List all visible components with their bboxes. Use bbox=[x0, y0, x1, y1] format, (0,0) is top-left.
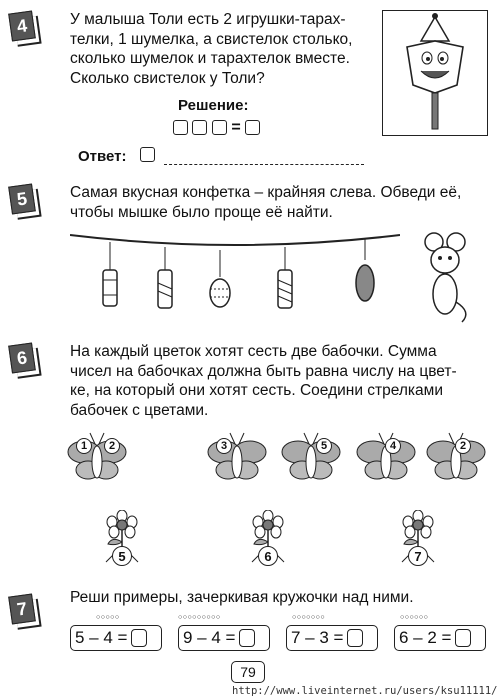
candy-2[interactable] bbox=[158, 247, 172, 308]
butterfly[interactable] bbox=[355, 430, 417, 490]
example-answer-box[interactable] bbox=[131, 629, 147, 647]
butterfly-number: 5 bbox=[316, 438, 332, 454]
solution-equation bbox=[173, 119, 260, 137]
math-example bbox=[70, 625, 162, 651]
flower[interactable] bbox=[396, 510, 440, 572]
butterfly-icon bbox=[425, 430, 487, 490]
example-answer-box[interactable] bbox=[239, 629, 255, 647]
rattle-toy-icon bbox=[383, 11, 487, 135]
footer-url[interactable]: http://www.liveinternet.ru/users/ksu11111/ bbox=[232, 685, 498, 697]
candy-5[interactable] bbox=[356, 239, 374, 301]
flower[interactable] bbox=[100, 510, 144, 572]
candy-3[interactable] bbox=[210, 250, 230, 307]
equals-sign: = bbox=[231, 119, 241, 136]
butterfly-number: 2 bbox=[455, 438, 471, 454]
task-number-badge-6: 6 bbox=[8, 342, 36, 373]
count-circles[interactable]: ○○○○○ bbox=[96, 614, 120, 621]
task-6-text: На каждый цветок хотят сесть две бабочки. Сумма чисел на бабочках должна быть равна числу на цвет- ке, на который они хотят сесть. Соедини стрелками бабочек с цветами. bbox=[70, 343, 457, 419]
example-expression: 9 – 4 = bbox=[183, 628, 236, 647]
answer-line[interactable] bbox=[164, 164, 364, 165]
flower-number: 7 bbox=[408, 546, 428, 566]
butterfly[interactable] bbox=[280, 430, 342, 490]
task-5-text: Самая вкусная конфетка – крайняя слева. Обведи её, чтобы мышке было проще её найти. bbox=[70, 184, 462, 221]
flower-number: 5 bbox=[112, 546, 132, 566]
task-number-badge-5: 5 bbox=[8, 183, 36, 214]
candy-4[interactable] bbox=[278, 247, 292, 308]
butterfly-number: 3 bbox=[216, 438, 232, 454]
task-number-badge-7: 7 bbox=[8, 593, 36, 624]
example-expression: 6 – 2 = bbox=[399, 628, 452, 647]
solution-box[interactable] bbox=[212, 120, 227, 135]
example-expression: 5 – 4 = bbox=[75, 628, 128, 647]
toy-rattle-picture bbox=[382, 10, 488, 136]
count-circles[interactable]: ○○○○○○○○○ bbox=[178, 614, 221, 621]
solution-sign-box[interactable] bbox=[192, 120, 207, 135]
flower-number: 6 bbox=[258, 546, 278, 566]
task-7-text: Реши примеры, зачеркивая кружочки над ними. bbox=[70, 589, 414, 606]
math-example bbox=[394, 625, 486, 651]
example-expression: 7 – 3 = bbox=[291, 628, 344, 647]
butterfly-number: 2 bbox=[104, 438, 120, 454]
count-circles[interactable]: ○○○○○○ bbox=[400, 614, 429, 621]
flower[interactable] bbox=[246, 510, 290, 572]
math-example bbox=[286, 625, 378, 651]
butterfly-number: 1 bbox=[76, 438, 92, 454]
butterfly[interactable] bbox=[425, 430, 487, 490]
butterfly[interactable] bbox=[66, 430, 128, 490]
answer-box[interactable] bbox=[140, 147, 155, 162]
candy-garland bbox=[70, 225, 400, 325]
page-number: 79 bbox=[231, 661, 265, 683]
task-number-badge-4: 4 bbox=[8, 10, 36, 41]
candy-1[interactable] bbox=[103, 242, 117, 306]
example-answer-box[interactable] bbox=[455, 629, 471, 647]
butterfly-icon bbox=[280, 430, 342, 490]
example-answer-box[interactable] bbox=[347, 629, 363, 647]
solution-label: Решение: bbox=[178, 97, 249, 114]
butterfly-icon bbox=[66, 430, 128, 490]
solution-result-box[interactable] bbox=[245, 120, 260, 135]
butterfly-icon bbox=[355, 430, 417, 490]
mouse-icon bbox=[418, 232, 474, 324]
butterfly-number: 4 bbox=[385, 438, 401, 454]
butterfly[interactable] bbox=[206, 430, 268, 490]
answer-label: Ответ: bbox=[78, 148, 127, 165]
task-4-text: У малыша Толи есть 2 игрушки-тарах- телки, 1 шумелка, а свистелок столько, сколько шумелок и тарахтелок вместе. Сколько свистелок у Толи? bbox=[70, 11, 353, 87]
solution-box[interactable] bbox=[173, 120, 188, 135]
butterfly-icon bbox=[206, 430, 268, 490]
count-circles[interactable]: ○○○○○○○ bbox=[292, 614, 326, 621]
math-example bbox=[178, 625, 270, 651]
